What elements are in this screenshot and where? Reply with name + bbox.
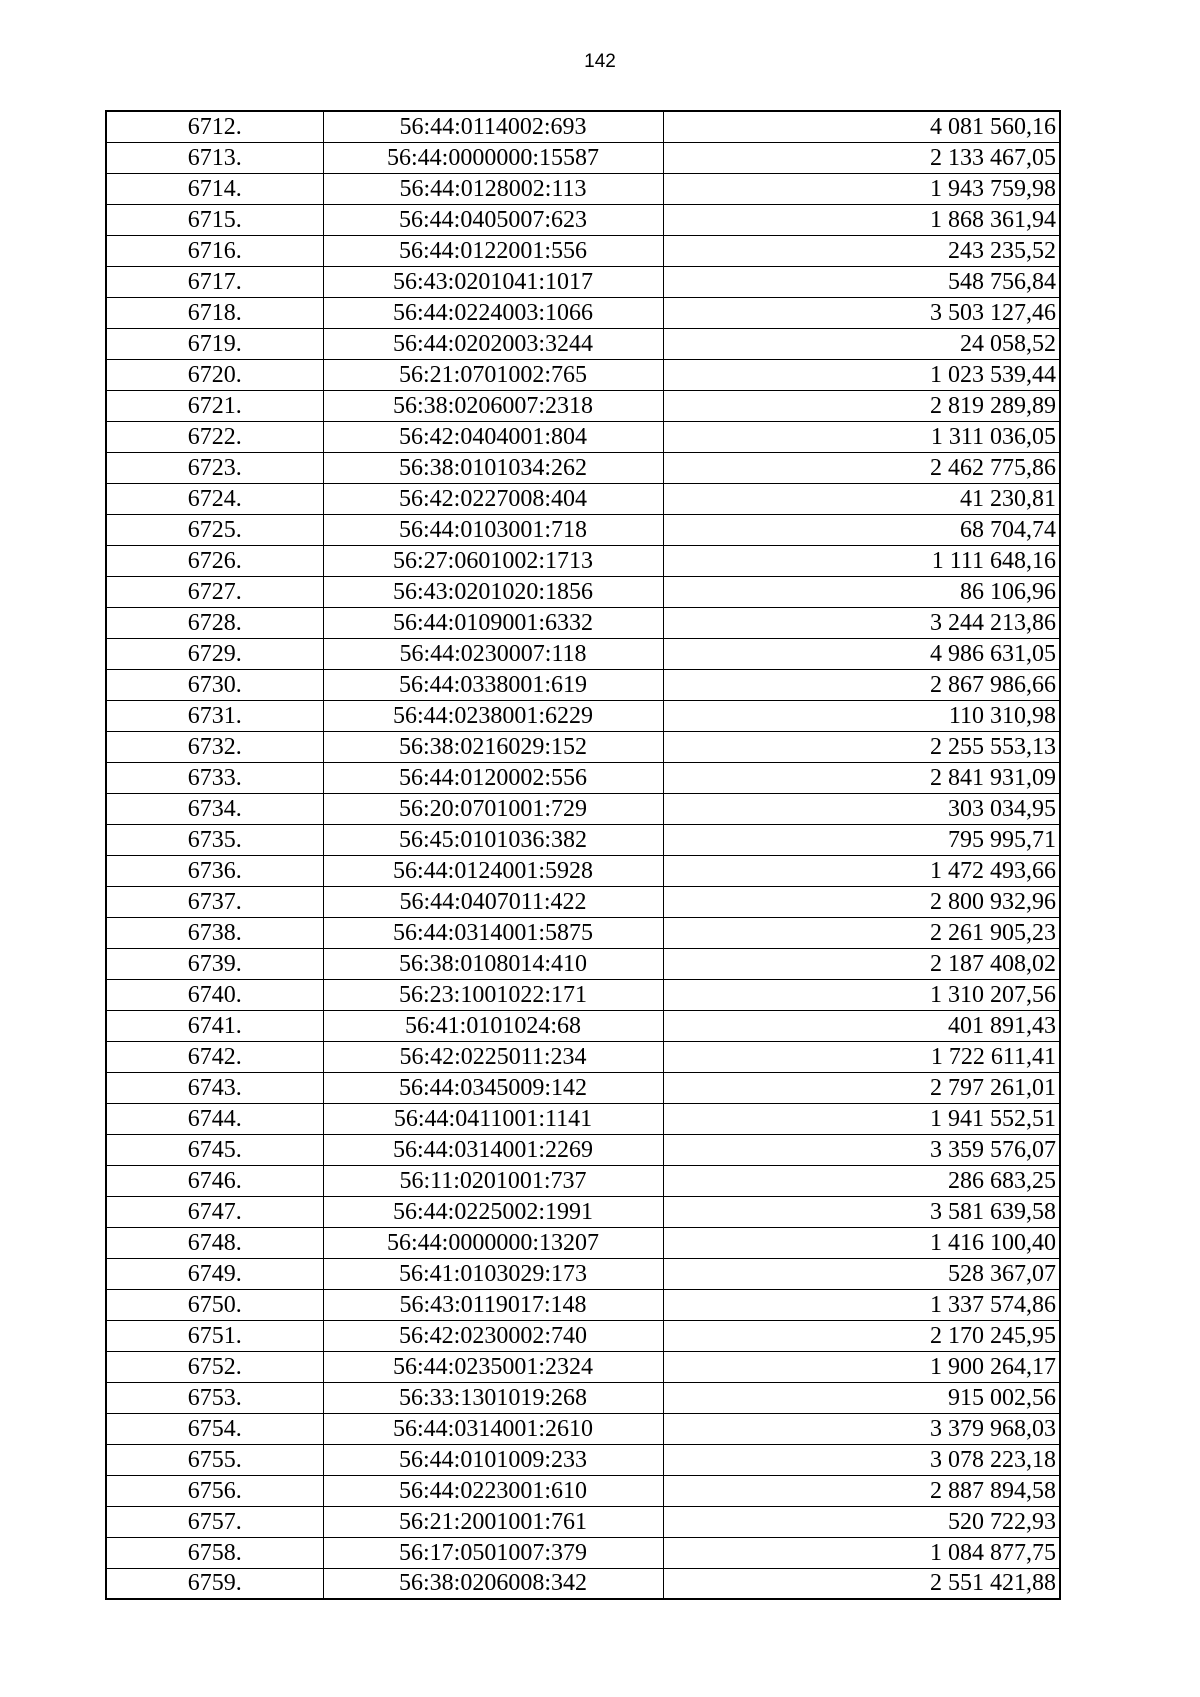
value-cell: 2 261 905,23 <box>663 917 1060 948</box>
table-row <box>106 762 1060 793</box>
value-cell: 3 581 639,58 <box>663 1196 1060 1227</box>
cadastral-number-cell: 56:44:0223001:610 <box>323 1475 663 1506</box>
cadastral-value-table <box>105 110 1061 1600</box>
value-cell: 24 058,52 <box>663 328 1060 359</box>
table-row <box>106 1196 1060 1227</box>
value-cell: 3 244 213,86 <box>663 607 1060 638</box>
table-row <box>106 359 1060 390</box>
cadastral-number-cell: 56:44:0120002:556 <box>323 762 663 793</box>
table-row <box>106 607 1060 638</box>
value-cell: 548 756,84 <box>663 266 1060 297</box>
value-cell: 41 230,81 <box>663 483 1060 514</box>
table-row <box>106 1134 1060 1165</box>
value-cell: 3 379 968,03 <box>663 1413 1060 1444</box>
table-row <box>106 514 1060 545</box>
row-number-cell: 6717. <box>106 266 323 297</box>
page-number: 142 <box>584 51 616 72</box>
row-number-cell: 6719. <box>106 328 323 359</box>
table-row <box>106 1289 1060 1320</box>
row-number-cell: 6731. <box>106 700 323 731</box>
cadastral-number-cell: 56:44:0124001:5928 <box>323 855 663 886</box>
value-cell: 401 891,43 <box>663 1010 1060 1041</box>
row-number-cell: 6730. <box>106 669 323 700</box>
cadastral-number-cell: 56:44:0230007:118 <box>323 638 663 669</box>
row-number-cell: 6756. <box>106 1475 323 1506</box>
table-row <box>106 1568 1060 1599</box>
cadastral-number-cell: 56:23:1001022:171 <box>323 979 663 1010</box>
row-number-cell: 6716. <box>106 235 323 266</box>
table-row <box>106 1320 1060 1351</box>
value-cell: 286 683,25 <box>663 1165 1060 1196</box>
row-number-cell: 6720. <box>106 359 323 390</box>
table-row <box>106 1413 1060 1444</box>
cadastral-number-cell: 56:44:0405007:623 <box>323 204 663 235</box>
table-row <box>106 793 1060 824</box>
value-cell: 2 867 986,66 <box>663 669 1060 700</box>
table-row <box>106 452 1060 483</box>
cadastral-number-cell: 56:43:0201020:1856 <box>323 576 663 607</box>
cadastral-number-cell: 56:44:0345009:142 <box>323 1072 663 1103</box>
table-row <box>106 111 1060 142</box>
table-row <box>106 1351 1060 1382</box>
table-row <box>106 173 1060 204</box>
cadastral-number-cell: 56:42:0404001:804 <box>323 421 663 452</box>
value-cell: 795 995,71 <box>663 824 1060 855</box>
cadastral-number-cell: 56:44:0109001:6332 <box>323 607 663 638</box>
row-number-cell: 6726. <box>106 545 323 576</box>
cadastral-number-cell: 56:44:0114002:693 <box>323 111 663 142</box>
cadastral-number-cell: 56:44:0338001:619 <box>323 669 663 700</box>
table-row <box>106 266 1060 297</box>
row-number-cell: 6736. <box>106 855 323 886</box>
table-row <box>106 1072 1060 1103</box>
cadastral-number-cell: 56:44:0103001:718 <box>323 514 663 545</box>
row-number-cell: 6758. <box>106 1537 323 1568</box>
value-cell: 2 133 467,05 <box>663 142 1060 173</box>
value-cell: 1 416 100,40 <box>663 1227 1060 1258</box>
table-row <box>106 390 1060 421</box>
value-cell: 1 337 574,86 <box>663 1289 1060 1320</box>
value-cell: 1 311 036,05 <box>663 421 1060 452</box>
row-number-cell: 6755. <box>106 1444 323 1475</box>
row-number-cell: 6757. <box>106 1506 323 1537</box>
row-number-cell: 6713. <box>106 142 323 173</box>
table-row <box>106 297 1060 328</box>
row-number-cell: 6744. <box>106 1103 323 1134</box>
row-number-cell: 6751. <box>106 1320 323 1351</box>
cadastral-number-cell: 56:44:0000000:13207 <box>323 1227 663 1258</box>
table-row <box>106 979 1060 1010</box>
cadastral-number-cell: 56:44:0224003:1066 <box>323 297 663 328</box>
cadastral-number-cell: 56:44:0000000:15587 <box>323 142 663 173</box>
row-number-cell: 6754. <box>106 1413 323 1444</box>
row-number-cell: 6729. <box>106 638 323 669</box>
table-row <box>106 576 1060 607</box>
cadastral-number-cell: 56:42:0227008:404 <box>323 483 663 514</box>
value-cell: 2 462 775,86 <box>663 452 1060 483</box>
value-cell: 1 868 361,94 <box>663 204 1060 235</box>
table-row <box>106 328 1060 359</box>
row-number-cell: 6735. <box>106 824 323 855</box>
value-cell: 1 941 552,51 <box>663 1103 1060 1134</box>
cadastral-number-cell: 56:44:0407011:422 <box>323 886 663 917</box>
table-row <box>106 638 1060 669</box>
cadastral-number-cell: 56:45:0101036:382 <box>323 824 663 855</box>
table-row <box>106 1041 1060 1072</box>
value-cell: 1 084 877,75 <box>663 1537 1060 1568</box>
row-number-cell: 6752. <box>106 1351 323 1382</box>
table-row <box>106 483 1060 514</box>
row-number-cell: 6739. <box>106 948 323 979</box>
cadastral-number-cell: 56:38:0108014:410 <box>323 948 663 979</box>
table-row <box>106 948 1060 979</box>
cadastral-number-cell: 56:44:0314001:2269 <box>323 1134 663 1165</box>
value-cell: 2 170 245,95 <box>663 1320 1060 1351</box>
cadastral-number-cell: 56:17:0501007:379 <box>323 1537 663 1568</box>
row-number-cell: 6750. <box>106 1289 323 1320</box>
row-number-cell: 6723. <box>106 452 323 483</box>
cadastral-number-cell: 56:38:0216029:152 <box>323 731 663 762</box>
row-number-cell: 6740. <box>106 979 323 1010</box>
table-row <box>106 1506 1060 1537</box>
row-number-cell: 6753. <box>106 1382 323 1413</box>
value-cell: 2 255 553,13 <box>663 731 1060 762</box>
row-number-cell: 6734. <box>106 793 323 824</box>
value-cell: 2 800 932,96 <box>663 886 1060 917</box>
cadastral-number-cell: 56:33:1301019:268 <box>323 1382 663 1413</box>
cadastral-number-cell: 56:44:0314001:5875 <box>323 917 663 948</box>
table-row <box>106 1103 1060 1134</box>
cadastral-number-cell: 56:44:0128002:113 <box>323 173 663 204</box>
row-number-cell: 6728. <box>106 607 323 638</box>
value-cell: 303 034,95 <box>663 793 1060 824</box>
cadastral-number-cell: 56:44:0235001:2324 <box>323 1351 663 1382</box>
cadastral-number-cell: 56:44:0314001:2610 <box>323 1413 663 1444</box>
row-number-cell: 6741. <box>106 1010 323 1041</box>
cadastral-number-cell: 56:21:0701002:765 <box>323 359 663 390</box>
value-cell: 68 704,74 <box>663 514 1060 545</box>
cadastral-number-cell: 56:21:2001001:761 <box>323 1506 663 1537</box>
value-cell: 915 002,56 <box>663 1382 1060 1413</box>
row-number-cell: 6759. <box>106 1568 323 1599</box>
value-cell: 3 503 127,46 <box>663 297 1060 328</box>
value-cell: 2 187 408,02 <box>663 948 1060 979</box>
value-cell: 1 943 759,98 <box>663 173 1060 204</box>
table-row <box>106 1382 1060 1413</box>
table-row <box>106 886 1060 917</box>
cadastral-number-cell: 56:43:0201041:1017 <box>323 266 663 297</box>
row-number-cell: 6715. <box>106 204 323 235</box>
table-row <box>106 545 1060 576</box>
table-row <box>106 142 1060 173</box>
value-cell: 2 887 894,58 <box>663 1475 1060 1506</box>
cadastral-number-cell: 56:27:0601002:1713 <box>323 545 663 576</box>
value-cell: 2 841 931,09 <box>663 762 1060 793</box>
value-cell: 243 235,52 <box>663 235 1060 266</box>
value-cell: 1 472 493,66 <box>663 855 1060 886</box>
table-row <box>106 1475 1060 1506</box>
value-cell: 3 359 576,07 <box>663 1134 1060 1165</box>
row-number-cell: 6722. <box>106 421 323 452</box>
value-cell: 2 797 261,01 <box>663 1072 1060 1103</box>
value-cell: 1 722 611,41 <box>663 1041 1060 1072</box>
row-number-cell: 6746. <box>106 1165 323 1196</box>
value-cell: 3 078 223,18 <box>663 1444 1060 1475</box>
value-cell: 528 367,07 <box>663 1258 1060 1289</box>
row-number-cell: 6748. <box>106 1227 323 1258</box>
row-number-cell: 6737. <box>106 886 323 917</box>
cadastral-number-cell: 56:38:0206007:2318 <box>323 390 663 421</box>
table-row <box>106 855 1060 886</box>
row-number-cell: 6743. <box>106 1072 323 1103</box>
cadastral-number-cell: 56:44:0225002:1991 <box>323 1196 663 1227</box>
table-row <box>106 1444 1060 1475</box>
value-cell: 2 819 289,89 <box>663 390 1060 421</box>
row-number-cell: 6718. <box>106 297 323 328</box>
row-number-cell: 6724. <box>106 483 323 514</box>
row-number-cell: 6725. <box>106 514 323 545</box>
table-row <box>106 824 1060 855</box>
row-number-cell: 6712. <box>106 111 323 142</box>
value-cell: 2 551 421,88 <box>663 1568 1060 1599</box>
table-row <box>106 421 1060 452</box>
row-number-cell: 6742. <box>106 1041 323 1072</box>
cadastral-number-cell: 56:44:0411001:1141 <box>323 1103 663 1134</box>
row-number-cell: 6727. <box>106 576 323 607</box>
table-row <box>106 1227 1060 1258</box>
table-row <box>106 235 1060 266</box>
cadastral-number-cell: 56:44:0122001:556 <box>323 235 663 266</box>
row-number-cell: 6733. <box>106 762 323 793</box>
table-row <box>106 1258 1060 1289</box>
value-cell: 1 111 648,16 <box>663 545 1060 576</box>
cadastral-number-cell: 56:38:0101034:262 <box>323 452 663 483</box>
cadastral-number-cell: 56:43:0119017:148 <box>323 1289 663 1320</box>
cadastral-number-cell: 56:38:0206008:342 <box>323 1568 663 1599</box>
value-cell: 520 722,93 <box>663 1506 1060 1537</box>
value-cell: 1 023 539,44 <box>663 359 1060 390</box>
table-row <box>106 917 1060 948</box>
cadastral-number-cell: 56:20:0701001:729 <box>323 793 663 824</box>
row-number-cell: 6738. <box>106 917 323 948</box>
table-body <box>106 111 1060 1599</box>
table-row <box>106 700 1060 731</box>
value-cell: 4 986 631,05 <box>663 638 1060 669</box>
cadastral-number-cell: 56:44:0101009:233 <box>323 1444 663 1475</box>
table-row <box>106 731 1060 762</box>
row-number-cell: 6745. <box>106 1134 323 1165</box>
row-number-cell: 6747. <box>106 1196 323 1227</box>
value-cell: 4 081 560,16 <box>663 111 1060 142</box>
row-number-cell: 6714. <box>106 173 323 204</box>
cadastral-number-cell: 56:44:0238001:6229 <box>323 700 663 731</box>
table-row <box>106 1537 1060 1568</box>
table-row <box>106 1010 1060 1041</box>
cadastral-number-cell: 56:42:0225011:234 <box>323 1041 663 1072</box>
row-number-cell: 6721. <box>106 390 323 421</box>
row-number-cell: 6749. <box>106 1258 323 1289</box>
value-cell: 1 900 264,17 <box>663 1351 1060 1382</box>
row-number-cell: 6732. <box>106 731 323 762</box>
cadastral-number-cell: 56:41:0103029:173 <box>323 1258 663 1289</box>
cadastral-number-cell: 56:41:0101024:68 <box>323 1010 663 1041</box>
table-row <box>106 1165 1060 1196</box>
table-row <box>106 669 1060 700</box>
cadastral-number-cell: 56:42:0230002:740 <box>323 1320 663 1351</box>
cadastral-number-cell: 56:44:0202003:3244 <box>323 328 663 359</box>
value-cell: 110 310,98 <box>663 700 1060 731</box>
cadastral-number-cell: 56:11:0201001:737 <box>323 1165 663 1196</box>
value-cell: 86 106,96 <box>663 576 1060 607</box>
table-row <box>106 204 1060 235</box>
value-cell: 1 310 207,56 <box>663 979 1060 1010</box>
